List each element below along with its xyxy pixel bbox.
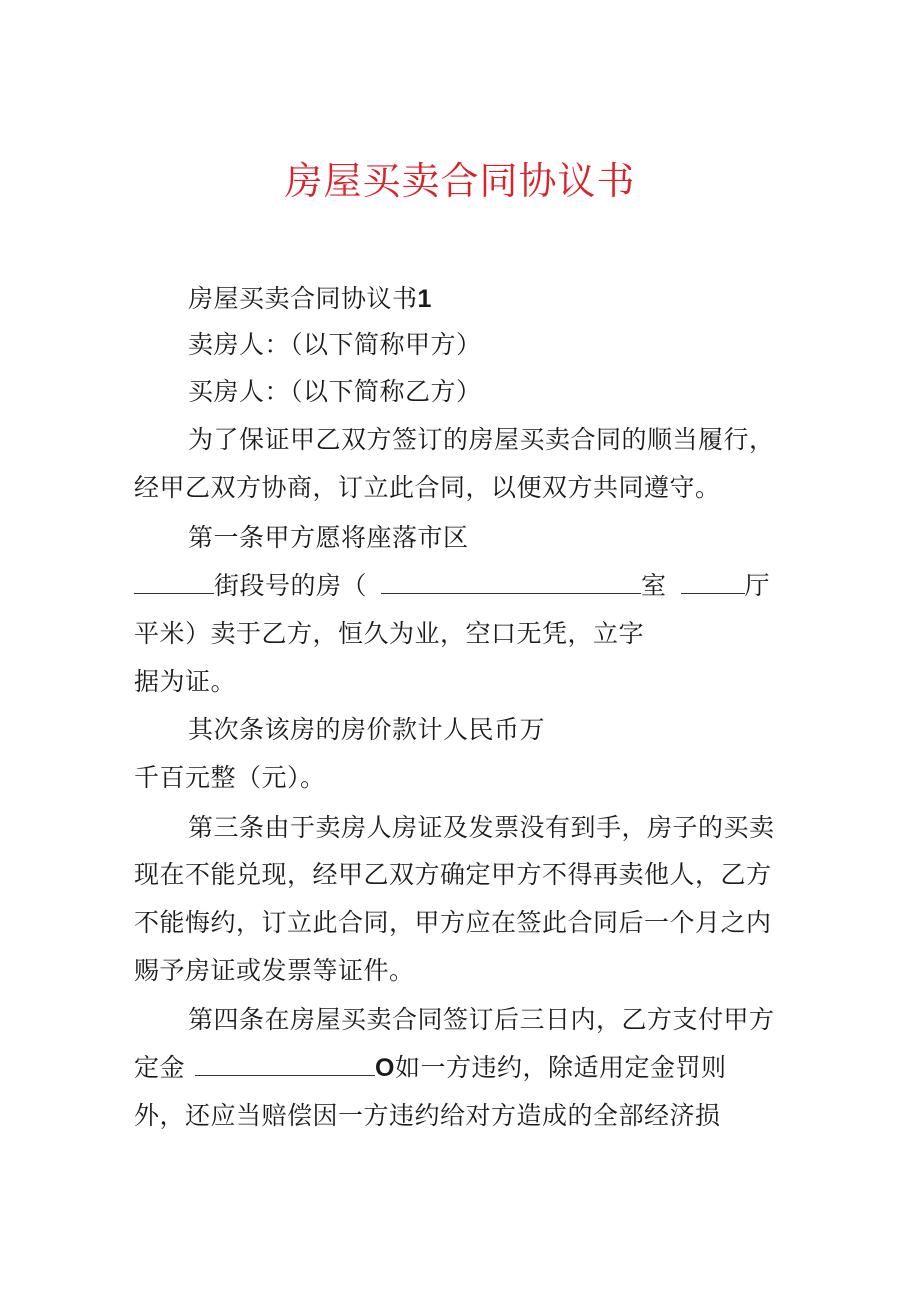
article-1-room-text: 室 [641, 571, 667, 600]
contract-heading [188, 282, 432, 316]
blank-street-field [134, 571, 214, 594]
blank-hall-field [681, 571, 745, 594]
article-4-line-2 [134, 1051, 726, 1085]
article-2-line-1: 其次条该房的房价款计人民币万 [188, 715, 546, 744]
article-4-line-3: 外，还应当赔偿因一方违约给对方造成的全部经济损 [134, 1101, 721, 1130]
article-1-hall-text: 厅 [744, 571, 771, 600]
article-3-line-2: 现在不能兑现，经甲乙双方确定甲方不得再卖他人，乙方 [134, 860, 772, 889]
article-4-line-2-rest: 如一方违约，除适用定金罚则 [394, 1053, 727, 1082]
article-1-line-3: 平米）卖于乙方，恒久为业，空口无凭，立字 [134, 619, 645, 648]
article-3-line-3: 不能悔约，订立此合同，甲方应在签此合同后一个月之内 [134, 908, 772, 937]
article-1-line-2 [134, 569, 770, 603]
article-4-line-1: 第四条在房屋买卖合同签订后三日内，乙方支付甲方 [188, 1005, 775, 1034]
article-1-line-4: 据为证。 [134, 667, 237, 696]
buyer-line: 买房人：（以下简称乙方） [188, 377, 482, 406]
article-3-line-4: 赐予房证或发票等证件。 [134, 956, 415, 985]
contract-heading-text: 房屋买卖合同协议书 [188, 284, 418, 313]
article-2-line-2: 千百元整（元）。 [134, 763, 326, 792]
purpose-line-1: 为了保证甲乙双方签订的房屋买卖合同的顺当履行， [188, 425, 775, 454]
article-4-deposit-text: 定金 [134, 1053, 186, 1082]
document-title: 房屋买卖合同协议书 [284, 159, 636, 203]
seller-line: 卖房人：（以下简称甲方） [188, 330, 482, 359]
purpose-line-2: 经甲乙双方协商，订立此合同，以便双方共同遵守。 [134, 473, 721, 502]
contract-heading-number: 1 [417, 285, 432, 313]
blank-deposit-field [195, 1053, 375, 1076]
article-1-line-1: 第一条甲方愿将座落市区 [188, 523, 469, 552]
article-1-street-text: 街段号的房（ [214, 571, 368, 600]
blank-address-field [381, 571, 641, 594]
article-3-line-1: 第三条由于卖房人房证及发票没有到手，房子的买卖 [188, 813, 775, 842]
article-4-o-mark: O [375, 1054, 395, 1082]
